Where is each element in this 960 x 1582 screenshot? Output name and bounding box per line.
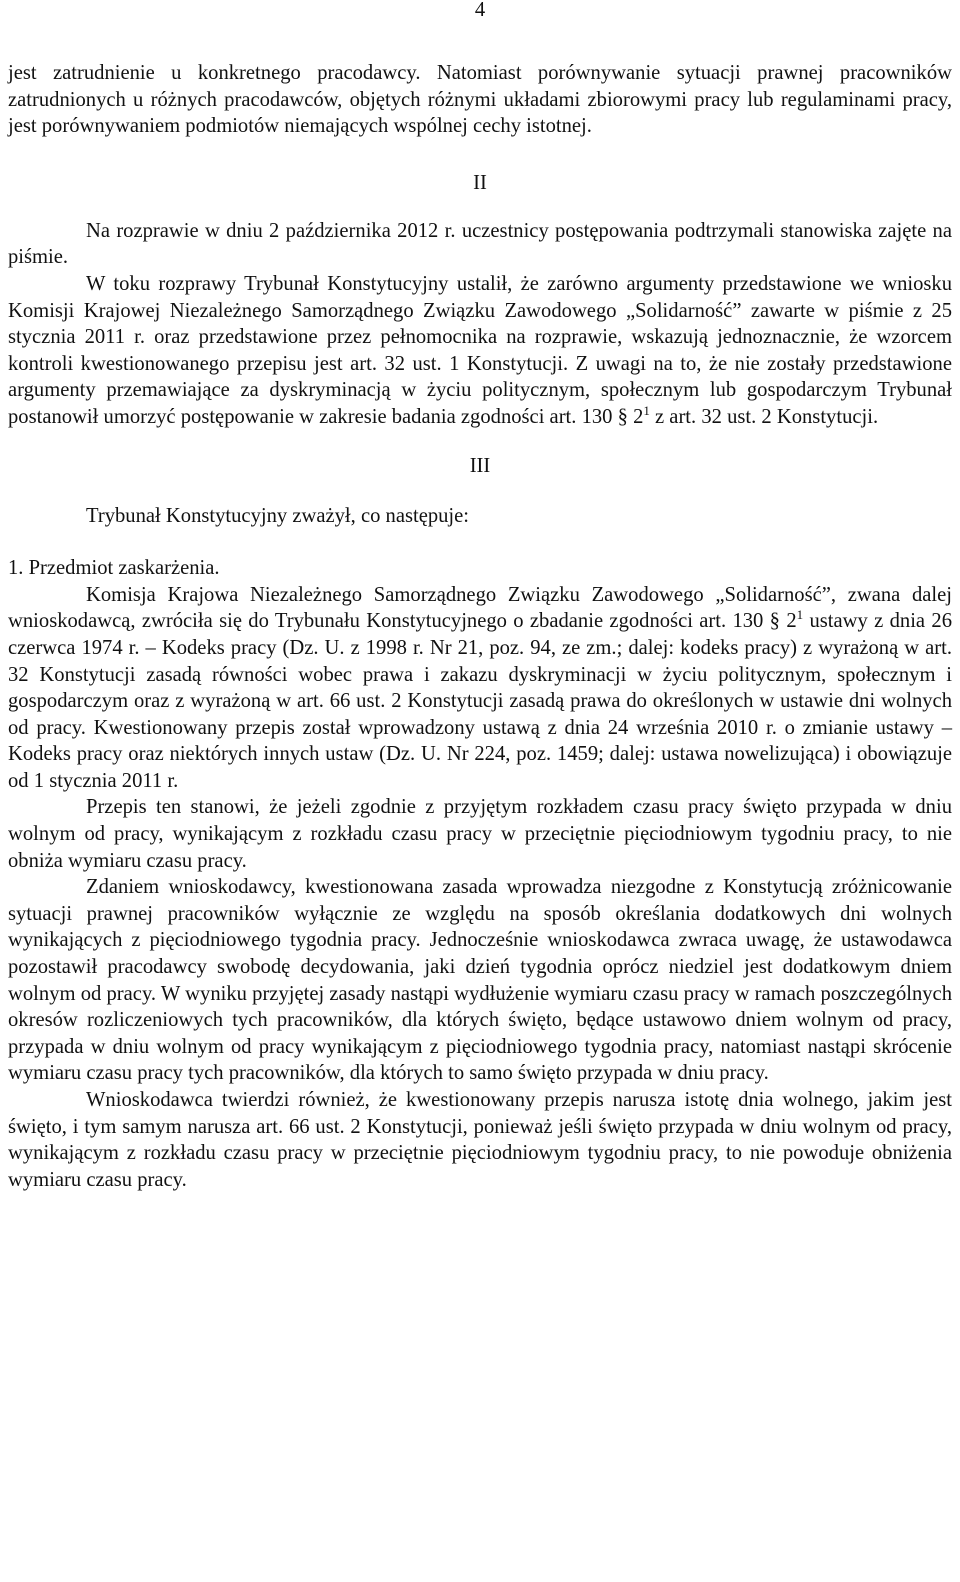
paragraph-applicant-claim: Wnioskodawca twierdzi również, że kwestionowany przepis narusza istotę dnia wolnego, jakim jest święto, i tym samym narusza art. 66 ust. 2 Konstytucji, ponieważ jeśli święto przypada w dniu wolnym od pracy, wynikającym z rozkładu czasu pracy w przeciętnie pięciodniowym tygodniu pracy, to nie powoduje obniżenia wymiaru czasu pracy. (8, 1089, 952, 1191)
paragraph-text: ustawy z dnia 26 czerwca 1974 r. – Kodeks pracy (Dz. U. z 1998 r. Nr 21, poz. 94, ze zm.; dalej: kodeks pracy) z wyrażoną w art. 32 Konstytucji zasadą równości wobec prawa i zakazu dyskryminacji w życiu politycznym, społecznym i gospodarczym oraz z wyrażoną w art. 66 ust. 2 Konstytucji zasadą prawa do określonych w ustawie dni wolnych od pracy. Kwestionowany przepis został wprowadzony ustawą z dnia 24 września 2010 r. o zmianie ustawy – Kodeks pracy oraz niektórych innych ustaw (Dz. U. Nr 224, poz. 1459; dalej: ustawa nowelizująca) i obowiązuje od 1 stycznia 2011 r. (8, 610, 952, 792)
section-heading-iii: III (469, 454, 491, 477)
paragraph-application (8, 582, 952, 795)
paragraph-tribunal-findings (8, 271, 952, 431)
paragraph-continuation: jest zatrudnienie u konkretnego pracodawcy. Natomiast porównywanie sytuacji prawnej pracowników zatrudnionych u różnych pracodawców, objętych różnymi układami zbiorowymi pracy lub regulaminami pracy, jest porównywaniem podmiotów niemających wspólnej cechy istotnej. (8, 62, 952, 138)
paragraph-provision: Przepis ten stanowi, że jeżeli zgodnie z przyjętym rozkładem czasu pracy święto przypada w dniu wolnym od pracy, wynikającym z rozkładu czasu pracy w przeciętnie pięciodniowym tygodniu pracy, to nie obniża wymiaru czasu pracy. (8, 796, 952, 872)
section-heading-ii: II (473, 171, 487, 194)
paragraph-hearing: Na rozprawie w dniu 2 października 2012 r. uczestnicy postępowania podtrzymali stanowiska zajęte na piśmie. (8, 219, 952, 269)
document-body (8, 60, 952, 1193)
paragraph-text: W toku rozprawy Trybunał Konstytucyjny ustalił, że zarówno argumenty przedstawione we wniosku Komisji Krajowej Niezależnego Samorządnego Związku Zawodowego „Solidarność” zawarte w piśmie z 25 stycznia 2011 r. oraz przedstawione przez pełnomocnika na rozprawie, wskazują jednoznacznie, że wzorcem kontroli kwestionowanego przepisu jest art. 32 ust. 1 Konstytucji. Z uwagi na to, że nie zostały przedstawione argumenty przemawiające za dyskryminacją w życiu politycznym, społecznym lub gospodarczym Trybunał postanowił umorzyć postępowanie w zakresie badania zgodności art. 130 § 2 (8, 272, 952, 428)
superscript: 1 (643, 402, 650, 418)
subheading-subject: 1. Przedmiot zaskarżenia. (8, 557, 220, 580)
paragraph-text: Komisja Krajowa Niezależnego Samorządnego Związku Zawodowego „Solidarność”, zwana dalej wnioskodawcą, zwróciła się do Trybunału Konstytucyjnego o zbadanie zgodności art. 130 § 2 (8, 583, 952, 633)
superscript: 1 (796, 607, 804, 623)
paragraph-tribunal-considered: Trybunał Konstytucyjny zważył, co następuje: (86, 504, 470, 527)
page-number: 4 (474, 0, 486, 21)
paragraph-text: z art. 32 ust. 2 Konstytucji. (649, 405, 879, 428)
paragraph-applicant-opinion: Zdaniem wnioskodawcy, kwestionowana zasada wprowadza niezgodne z Konstytucją zróżnicowanie sytuacji prawnej pracowników wyłącznie ze względu na sposób określania dodatkowych dni wolnych wynikających z pięciodniowego tygodnia pracy. Jednocześnie wnioskodawca zwraca uwagę, że ustawodawca pozostawił pracodawcy swobodę decydowania, jaki dzień tygodnia oprócz niedziel jest dodatkowym dniem wolnym od pracy. W wyniku przyjętej zasady nastąpi wydłużenie wymiaru czasu pracy w ramach poszczególnych okresów rozliczeniowych tych pracowników, dla których święto, będące ustawowo dniem wolnym od pracy, przypada w dniu wolnym od pracy wynikającym z pięciodniowego tygodnia pracy, natomiast nastąpi skrócenie wymiaru czasu pracy tych pracowników, dla których to samo święto przypada w dniu pracy. (8, 876, 952, 1085)
